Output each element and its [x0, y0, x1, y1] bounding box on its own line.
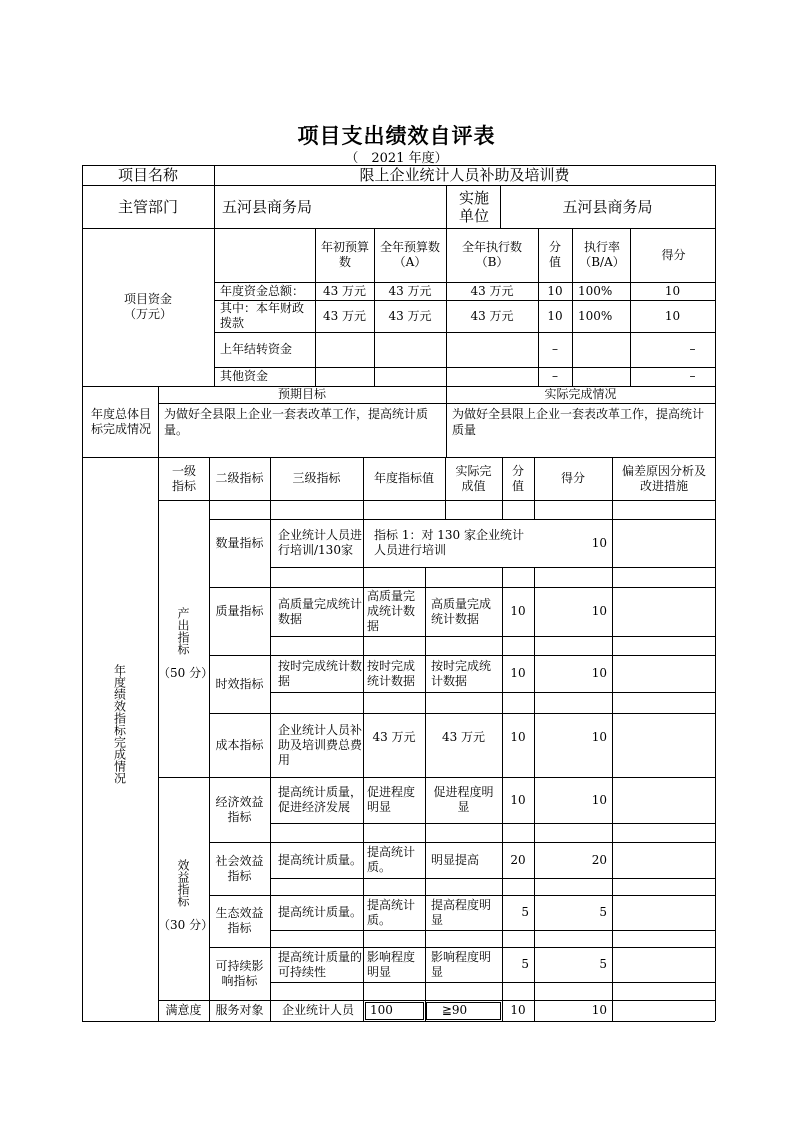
weight: 10: [510, 604, 526, 618]
funds-row-name: 年度资金总额：: [220, 283, 305, 298]
impl-unit-value: 五河县商务局: [562, 197, 653, 216]
score: 10: [591, 1003, 607, 1017]
perf-header: 分值: [511, 463, 524, 493]
actual-value: 提高程度明显: [431, 897, 492, 927]
funds-header: 分值: [548, 240, 561, 269]
actual-value: 按时完成统计数据: [431, 658, 492, 688]
funds-cell: 43 万元: [470, 283, 514, 298]
funds-row-name: 上年结转资金: [220, 342, 293, 356]
actual-text: 为做好全县限上企业一套表改革工作，提高统计质量: [452, 407, 705, 437]
weight: 5: [521, 957, 529, 971]
actual-value: 促进程度明显: [433, 785, 494, 814]
funds-cell: 43 万元: [388, 308, 432, 323]
funds-cell: 100%: [578, 283, 613, 298]
funds-header: 全年预算数（A）: [380, 240, 441, 269]
benefit-label: 效益指标: [176, 859, 190, 907]
l2-indicator: 质量指标: [215, 604, 264, 618]
funds-header: 年初预算数: [320, 240, 369, 269]
target-value: 促进程度明显: [367, 785, 416, 814]
dept-label: 主管部门: [117, 197, 178, 216]
weight: 10: [510, 1003, 526, 1017]
l3-indicator: 企业统计人员: [282, 1003, 355, 1017]
target-value: 43 万元: [372, 729, 416, 744]
weight: 10: [510, 792, 526, 807]
actual-value: 43 万元: [441, 729, 486, 744]
l2-indicator: 经济效益指标: [215, 794, 264, 824]
score: 5: [599, 957, 607, 971]
funds-cell: 43 万元: [388, 283, 432, 298]
output-score: （50 分）: [158, 666, 214, 680]
quantity-merged-target: 指标 1：对 130 家企业统计人员进行培训: [374, 528, 524, 557]
funds-cell: 10: [664, 283, 681, 298]
score: 20: [591, 852, 607, 867]
weight: 5: [521, 905, 529, 919]
funds-row-name: 其他资金: [220, 369, 269, 383]
target-value: 提高统计质。: [367, 897, 416, 927]
funds-cell: 10: [547, 283, 563, 298]
l3-indicator: 按时完成统计数据: [278, 658, 363, 688]
funds-cell: 10: [547, 308, 563, 323]
actual-value: 明显提高: [431, 852, 480, 867]
l2-indicator: 时效指标: [215, 676, 264, 691]
benefit-score: （30 分）: [158, 918, 214, 932]
funds-cell: 100%: [578, 308, 613, 323]
funds-cell: 10: [664, 308, 681, 323]
l3-indicator: 提高统计质量，促进经济发展: [278, 785, 363, 814]
l2-indicator: 成本指标: [215, 737, 264, 752]
impl-unit-label: 实施单位: [458, 188, 489, 225]
perf-header: 二级指标: [215, 471, 264, 485]
funds-cell: –: [689, 342, 696, 356]
score: 10: [591, 604, 607, 618]
funds-row-name: 其中：本年财政拨款: [220, 301, 305, 330]
weight: 20: [510, 852, 526, 867]
l2-indicator: 服务对象: [215, 1003, 264, 1017]
funds-label: 项目资金（万元）: [123, 292, 172, 321]
perf-header: 年度指标值: [373, 471, 434, 485]
funds-cell: 43 万元: [322, 283, 367, 298]
project-name-label: 项目名称: [117, 166, 178, 184]
actual-header: 实际完成情况: [544, 387, 617, 401]
funds-header: 得分: [661, 247, 686, 262]
l3-indicator: 企业统计人员进行培训/130家: [278, 528, 363, 557]
funds-header: 执行率（B/A）: [579, 240, 625, 269]
expected-header: 预期目标: [277, 387, 326, 401]
perf-header: 得分: [560, 471, 585, 485]
score: 10: [591, 535, 607, 550]
funds-cell: 43 万元: [470, 308, 514, 323]
l2-indicator: 可持续影响指标: [215, 958, 264, 988]
target-value: 按时完成统计数据: [367, 658, 416, 688]
target-value: 100: [370, 1003, 393, 1017]
target-value: 影响程度明显: [367, 949, 416, 979]
weight: 10: [510, 729, 526, 744]
target-value: 提高统计质。: [367, 845, 416, 874]
l3-indicator: 提高统计质量。: [278, 905, 363, 919]
funds-cell: –: [552, 369, 558, 383]
perf-label: 年度绩效指标完成情况: [112, 664, 127, 784]
project-name-value: 限上企业统计人员补助及培训费: [359, 166, 570, 184]
page-title: 项目支出绩效自评表: [297, 124, 496, 148]
satisfaction-label: 满意度: [165, 1003, 202, 1017]
l2-indicator: 生态效益指标: [215, 906, 264, 935]
score: 10: [591, 729, 607, 744]
output-label: 产出指标: [176, 607, 190, 655]
funds-cell: –: [552, 342, 558, 356]
funds-header: 全年执行数（B）: [461, 240, 522, 269]
actual-value: ≧90: [441, 1003, 468, 1017]
score: 10: [591, 792, 607, 807]
score: 5: [599, 905, 607, 919]
l3-indicator: 企业统计人员补助及培训费总费用: [278, 722, 363, 767]
target-value: 高质量完成统计数据: [367, 589, 416, 633]
l3-indicator: 高质量完成统计数据: [278, 596, 363, 626]
year-label: （ 2021 年度）: [345, 151, 448, 166]
funds-cell: –: [689, 369, 696, 383]
l2-indicator: 社会效益指标: [215, 853, 264, 883]
funds-cell: 43 万元: [322, 308, 367, 323]
perf-header: 实际完成值: [455, 463, 492, 493]
perf-header: 一级指标: [171, 463, 196, 493]
perf-header: 三级指标: [292, 471, 341, 485]
l2-indicator: 数量指标: [215, 535, 264, 550]
expected-text: 为做好全县限上企业一套表改革工作，提高统计质量。: [164, 407, 429, 437]
weight: 10: [510, 666, 526, 680]
l3-indicator: 提高统计质量的可持续性: [278, 949, 363, 979]
actual-value: 影响程度明显: [431, 949, 492, 979]
score: 10: [591, 666, 607, 680]
actual-value: 高质量完成统计数据: [431, 596, 492, 626]
dept-value: 五河县商务局: [222, 197, 313, 216]
perf-header: 偏差原因分析及改进措施: [621, 463, 706, 493]
overall-label: 年度总体目标完成情况: [90, 406, 151, 436]
l3-indicator: 提高统计质量。: [278, 852, 363, 867]
